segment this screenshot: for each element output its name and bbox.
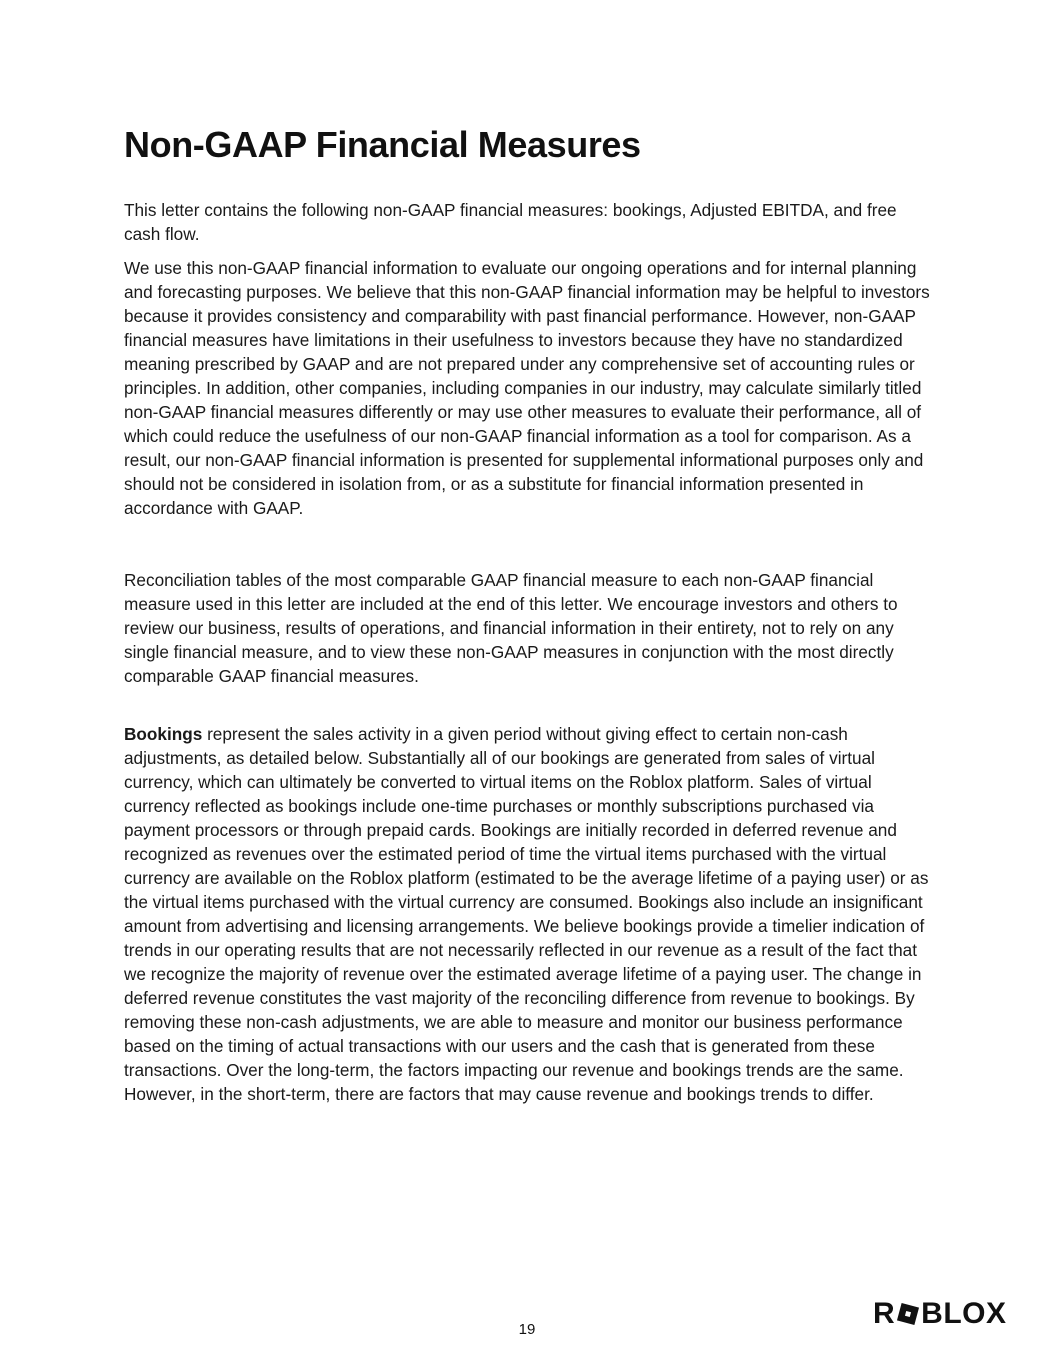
page-title: Non-GAAP Financial Measures (124, 124, 641, 165)
reconciliation-paragraph: Reconciliation tables of the most comparable GAAP financial measure to each non-GAAP financial measure used in this letter are included at the end of this letter. We encourage investors and others to review our business, results of operations, and financial information in their entirety, not to rely on any single financial measure, and to view these non-GAAP measures in conjunction with the most directly comparable GAAP financial measures. (124, 570, 898, 686)
intro-paragraph: This letter contains the following non-GAAP financial measures: bookings, Adjusted EBITDA, and free cash flow. (124, 200, 897, 244)
page-number: 19 (518, 1321, 536, 1338)
logo-suffix: BLOX (921, 1297, 1007, 1330)
bookings-term: Bookings (124, 724, 203, 744)
usage-paragraph: We use this non-GAAP financial information to evaluate our ongoing operations and for internal planning and forecasting purposes. We believe that this non-GAAP financial information may be helpful to investors because it provides consistency and comparability with past financial performance. However, non-GAAP financial measures have limitations in their usefulness to investors because they have no standardized meaning prescribed by GAAP and are not prepared under any comprehensive set of accounting rules or principles. In addition, other companies, including companies in our industry, may calculate similarly titled non-GAAP financial measures differently or may use other measures to evaluate their performance, all of which could reduce the usefulness of our non-GAAP financial information as a tool for comparison. As a result, our non-GAAP financial information is presented for supplemental informational purposes only and should not be considered in isolation from, or as a substitute for financial information presented in accordance with GAAP. (124, 258, 930, 518)
roblox-tilted-square-icon (896, 1300, 920, 1328)
logo-prefix: R (873, 1297, 896, 1330)
bookings-definition: represent the sales activity in a given period without giving effect to certain non-cash adjustments, as detailed below. Substantially all of our bookings are generated from sales of virtual currency, which can ultimately be converted to virtual items on the Roblox platform. Sales of virtual currency reflected as bookings include one-time purchases or monthly subscriptions purchased via payment processors or through prepaid cards. Bookings are initially recorded in deferred revenue and recognized as revenues over the estimated period of time the virtual items purchased with the virtual currency are available on the Roblox platform (estimated to be the average lifetime of a paying user) or as the virtual items purchased with the virtual currency are consumed. Bookings also include an insignificant amount from advertising and licensing arrangements. We believe bookings provide a timelier indication of trends in our operating results that are not necessarily reflected in our revenue as a result of the fact that we recognize the majority of revenue over the estimated average lifetime of a paying user. The change in deferred revenue constitutes the vast majority of the reconciling difference from revenue to bookings. By removing these non-cash adjustments, we are able to measure and monitor our business performance based on the timing of actual transactions with our users and the cash that is generated from these transactions. Over the long-term, the factors impacting our revenue and bookings trends are the same. However, in the short-term, there are factors that may cause revenue and bookings trends to differ. (124, 724, 929, 1104)
roblox-logo (873, 1297, 1007, 1330)
bookings-paragraph (124, 722, 936, 1106)
